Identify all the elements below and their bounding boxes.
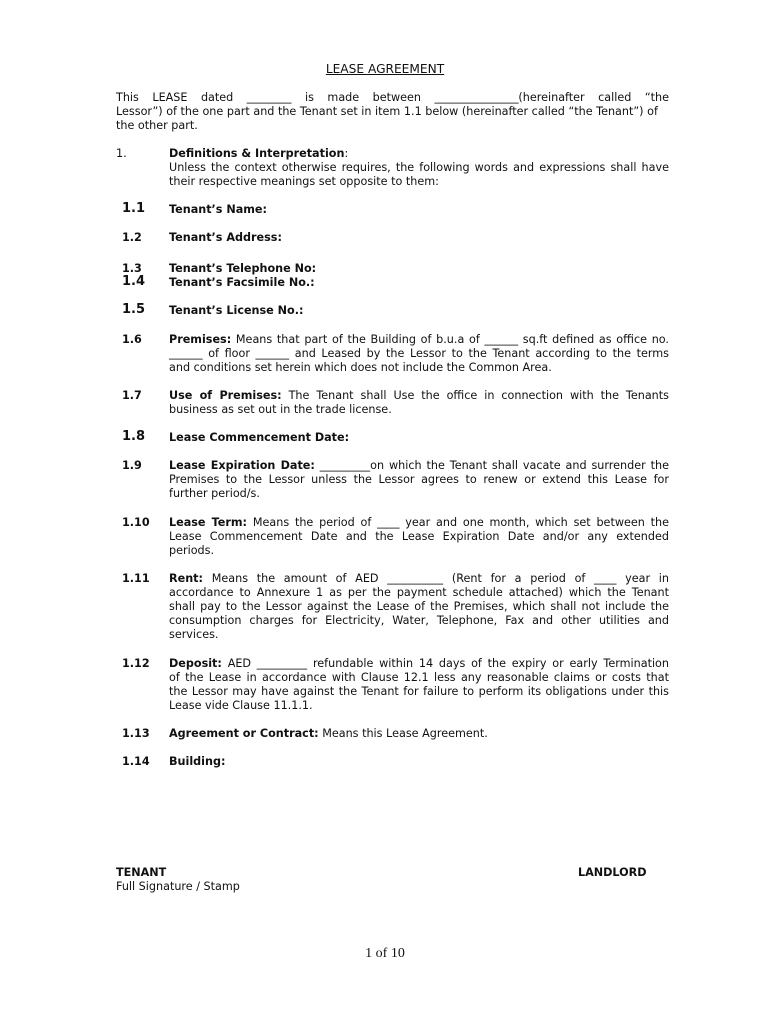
item-tenant-facsimile (169, 276, 669, 290)
item-number: 1.12 (122, 657, 150, 670)
item-text: periods. (169, 544, 215, 557)
item-number: 1.8 (122, 429, 146, 444)
item-premises (169, 333, 669, 375)
item-label: Lease Expiration Date: (169, 459, 315, 472)
section-definitions (169, 147, 669, 189)
item-rent (169, 572, 669, 642)
item-label: Tenant’s License No.: (169, 304, 304, 317)
item-number: 1.4 (122, 274, 146, 289)
item-text: services. (169, 628, 219, 641)
item-text: and conditions set herein which does not include the Common Area. (169, 361, 552, 374)
tenant-label: TENANT (116, 866, 167, 879)
item-text: Means that part of the Building of b.u.a of ______ sq.ft defined as office no. (235, 333, 669, 346)
item-text: ______ of floor ______ and Leased by the Lessor to the Tenant according to the terms (169, 347, 669, 360)
item-label: Tenant’s Facsimile No.: (169, 276, 315, 289)
item-tenant-address (169, 231, 669, 245)
item-label: Tenant’s Telephone No: (169, 262, 317, 275)
item-number: 1.11 (122, 572, 150, 585)
item-text: The Tenant shall Use the office in connection with the Tenants (288, 389, 669, 402)
item-number: 1.13 (122, 727, 150, 740)
item-label: Rent: (169, 572, 203, 585)
item-use-of-premises (169, 389, 669, 417)
item-number: 1.3 (122, 262, 142, 275)
item-text: the Lessor may have against the Tenant for failure to perform its obligations under this (169, 685, 669, 698)
section-heading-colon: : (344, 147, 349, 160)
item-text: accordance to Annexure 1 as per the payment schedule attached) which the Tenant (169, 586, 669, 599)
item-lease-term (169, 516, 669, 558)
intro-paragraph (116, 91, 669, 133)
landlord-label: LANDLORD (578, 866, 647, 879)
item-text: Lease vide Clause 11.1.1. (169, 699, 313, 712)
item-text: shall pay to the Lessor against the Lease of the Premises, which shall not include the (169, 600, 669, 613)
item-label: Lease Commencement Date: (169, 431, 350, 444)
item-label: Lease Term: (169, 516, 248, 529)
document-title: LEASE AGREEMENT (325, 62, 445, 76)
item-lease-expiration (169, 459, 669, 501)
item-text: Means this Lease Agreement. (322, 727, 488, 740)
item-deposit (169, 657, 669, 713)
item-text: of the Lease in accordance with Clause 12.1 less any reasonable claims or costs that (169, 671, 669, 684)
item-label: Agreement or Contract: (169, 727, 319, 740)
item-text: consumption charges for Electricity, Water, Telephone, Fax and other utilities and (169, 614, 669, 627)
item-tenant-telephone (169, 262, 669, 276)
item-number: 1.5 (122, 302, 146, 317)
intro-line: Lessor”) of the one part and the Tenant set in item 1.1 below (hereinafter called “the Tenant”) of (116, 105, 658, 118)
item-label: Tenant’s Name: (169, 203, 267, 216)
intro-line: This LEASE dated ________ is made between _______________(hereinafter called “the (116, 91, 669, 104)
item-label: Building: (169, 755, 226, 768)
item-number: 1.6 (122, 333, 142, 346)
item-text: Means the amount of AED __________ (Rent for a period of ____ year in (211, 572, 670, 585)
item-label: Premises: (169, 333, 232, 346)
item-agreement (169, 727, 669, 741)
item-number: 1.2 (122, 231, 142, 244)
section-text: their respective meanings set opposite to them: (169, 175, 439, 188)
item-number: 1.14 (122, 755, 150, 768)
item-label: Use of Premises: (169, 389, 282, 402)
item-number: 1.7 (122, 389, 142, 402)
item-text: Lease Commencement Date and the Lease Expiration Date and/or any extended (169, 530, 669, 543)
item-lease-commencement (169, 431, 669, 445)
item-text: AED _________ refundable within 14 days of the expiry or early Termination (227, 657, 669, 670)
item-text: Premises to the Lessor unless the Lessor agrees to renew or extend this Lease for (169, 473, 669, 486)
item-number: 1.1 (122, 201, 146, 216)
item-text: business as set out in the trade license. (169, 403, 392, 416)
section-heading: Definitions & Interpretation (169, 147, 345, 160)
item-number: 1.9 (122, 459, 142, 472)
section-text: Unless the context otherwise requires, the following words and expressions shall have (169, 161, 669, 174)
item-label: Tenant’s Address: (169, 231, 282, 244)
item-label: Deposit: (169, 657, 222, 670)
intro-line: the other part. (116, 119, 198, 132)
item-number: 1.10 (122, 516, 150, 529)
section-number: 1. (116, 147, 127, 160)
item-tenant-name (169, 203, 669, 217)
item-tenant-license (169, 304, 669, 318)
tenant-signature-block (116, 866, 240, 894)
item-building (169, 755, 669, 769)
item-text: further period/s. (169, 487, 260, 500)
page-number: 1 of 10 (365, 946, 405, 961)
item-text: _________on which the Tenant shall vacate and surrender the (319, 459, 669, 472)
tenant-signature-note: Full Signature / Stamp (116, 880, 240, 893)
item-text: Means the period of ____ year and one month, which set between the (252, 516, 669, 529)
